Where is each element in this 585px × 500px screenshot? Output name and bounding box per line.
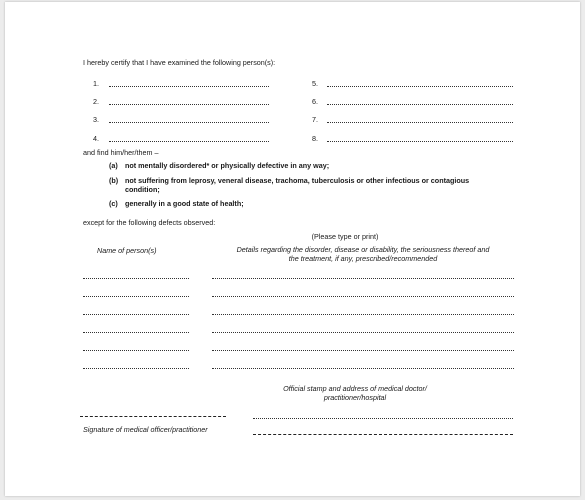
person-line-5[interactable] [327,86,513,87]
details-row-5[interactable] [212,350,514,351]
details-row-6[interactable] [212,368,514,369]
condition-b-text-cont: condition; [125,185,160,194]
form-page [5,2,580,496]
person-line-4[interactable] [109,141,269,142]
person-number-7: 7. [312,115,318,124]
person-line-6[interactable] [327,104,513,105]
condition-c-label: (c) [109,199,118,208]
person-number-8: 8. [312,134,318,143]
certify-line: I hereby certify that I have examined the following person(s): [83,58,276,67]
name-row-1[interactable] [83,278,189,279]
details-row-2[interactable] [212,296,514,297]
person-number-4: 4. [93,134,99,143]
stamp-label-line2: practitioner/hospital [323,393,387,402]
name-row-2[interactable] [83,296,189,297]
signature-label: Signature of medical officer/practitioner [83,425,208,434]
person-number-2: 2. [93,97,99,106]
condition-a-text: not mentally disordered* or physically defective in any way; [125,161,330,170]
name-row-5[interactable] [83,350,189,351]
condition-b-label: (b) [109,176,119,185]
person-line-7[interactable] [327,122,513,123]
person-number-1: 1. [93,79,99,88]
find-line: and find him/her/them – [83,148,159,157]
details-row-4[interactable] [212,332,514,333]
person-line-2[interactable] [109,104,269,105]
person-line-8[interactable] [327,141,513,142]
stamp-label-line1: Official stamp and address of medical doctor/ [283,384,427,393]
stamp-line[interactable] [253,418,513,419]
person-number-5: 5. [312,79,318,88]
details-row-1[interactable] [212,278,514,279]
person-line-1[interactable] [109,86,269,87]
please-type-note: (Please type or print) [311,232,379,241]
stamp-address-line[interactable] [253,434,513,435]
details-row-3[interactable] [212,314,514,315]
condition-b-text: not suffering from leprosy, veneral disease, trachoma, tuberculosis or other infectious or contagious [125,176,470,185]
name-row-3[interactable] [83,314,189,315]
name-column-header: Name of person(s) [97,246,157,255]
except-line: except for the following defects observed: [83,218,216,227]
person-line-3[interactable] [109,122,269,123]
name-row-6[interactable] [83,368,189,369]
signature-line[interactable] [80,416,226,417]
person-number-3: 3. [93,115,99,124]
name-row-4[interactable] [83,332,189,333]
person-number-6: 6. [312,97,318,106]
condition-a-label: (a) [109,161,118,170]
details-column-header-line1: Details regarding the disorder, disease or disability, the seriousness thereof and [236,245,490,254]
condition-c-text: generally in a good state of health; [125,199,244,208]
details-column-header-line2: the treatment, if any, prescribed/recommended [288,254,438,263]
